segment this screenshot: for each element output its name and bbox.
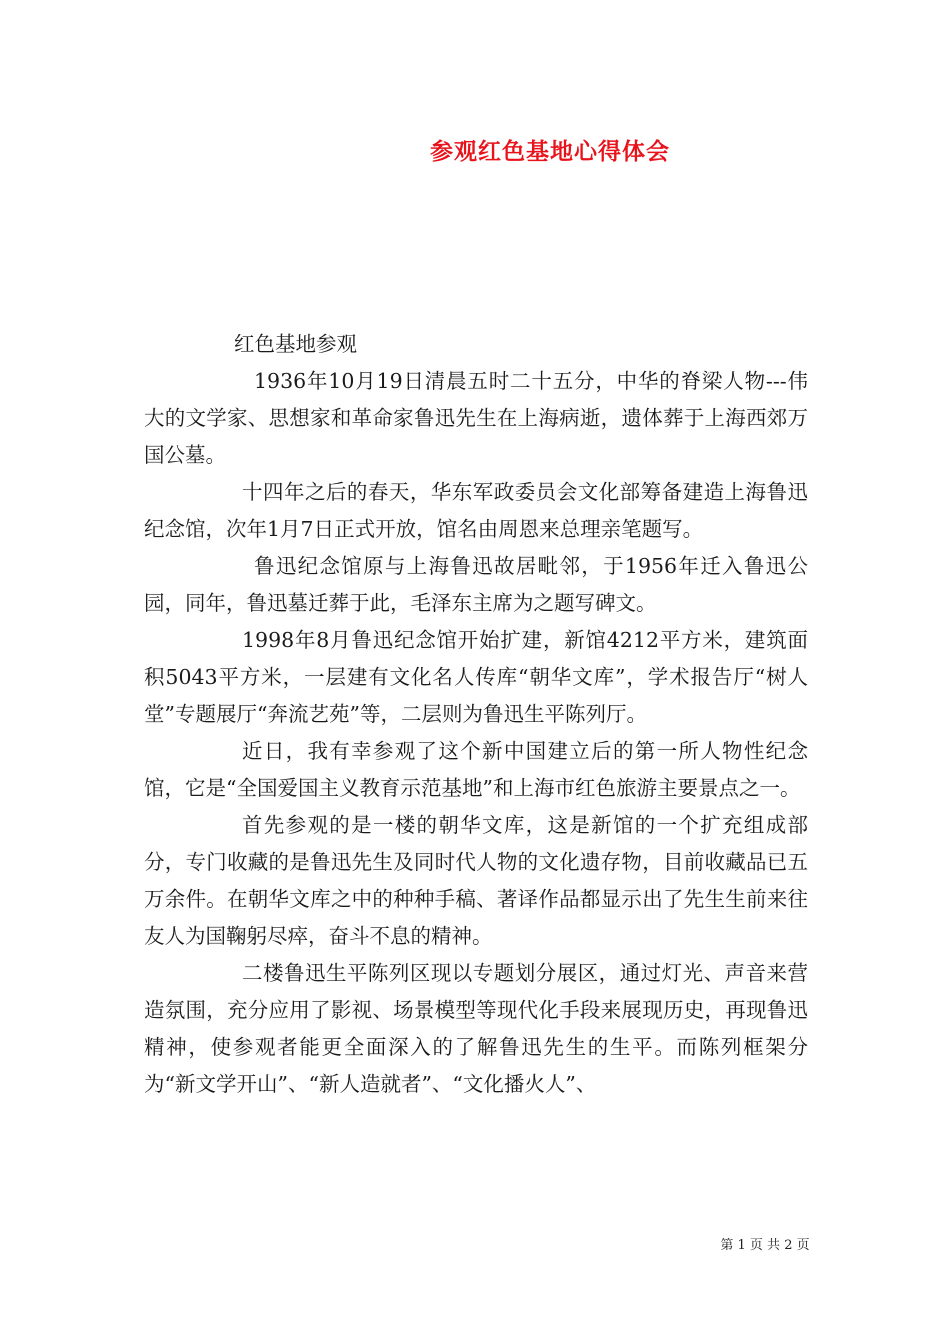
paragraph-2: 十四年之后的春天，华东军政委员会文化部筹备建造上海鲁迅纪念馆，次年1月7日正式开放，馆名由周恩来总理亲笔题写。 <box>144 480 808 541</box>
document-body <box>144 326 808 1103</box>
paragraph-1: 1936年10月19日清晨五时二十五分，中华的脊梁人物---伟大的文学家、思想家和革命家鲁迅先生在上海病逝，遗体葬于上海西郊万国公墓。 <box>144 369 808 467</box>
paragraph-3: 鲁迅纪念馆原与上海鲁迅故居毗邻，于1956年迁入鲁迅公园，同年，鲁迅墓迁葬于此，毛泽东主席为之题写碑文。 <box>144 554 808 615</box>
paragraph-6: 首先参观的是一楼的朝华文库，这是新馆的一个扩充组成部分，专门收藏的是鲁迅先生及同时代人物的文化遗存物，目前收藏品已五万余件。在朝华文库之中的种种手稿、著译作品都显示出了先生生前来往友人为国鞠躬尽瘁，奋斗不息的精神。 <box>144 813 808 948</box>
paragraph-5: 近日，我有幸参观了这个新中国建立后的第一所人物性纪念馆，它是“全国爱国主义教育示范基地”和上海市红色旅游主要景点之一。 <box>144 739 808 800</box>
paragraph-7: 二楼鲁迅生平陈列区现以专题划分展区，通过灯光、声音来营造氛围，充分应用了影视、场景模型等现代化手段来展现历史，再现鲁迅精神，使参观者能更全面深入的了解鲁迅先生的生平。而陈列框架分为“新文学开山”、“新人造就者”、“文化播火人”、 <box>144 961 808 1096</box>
paragraph-4: 1998年8月鲁迅纪念馆开始扩建，新馆4212平方米，建筑面积5043平方米，一层建有文化名人传库“朝华文库”，学术报告厅“树人堂”专题展厅“奔流艺苑”等，二层则为鲁迅生平陈列厅。 <box>144 628 808 726</box>
section-heading: 红色基地参观 <box>234 332 357 356</box>
document-title: 参观红色基地心得体会 <box>430 138 670 165</box>
page-number: 第 1 页 共 2 页 <box>720 1238 810 1253</box>
